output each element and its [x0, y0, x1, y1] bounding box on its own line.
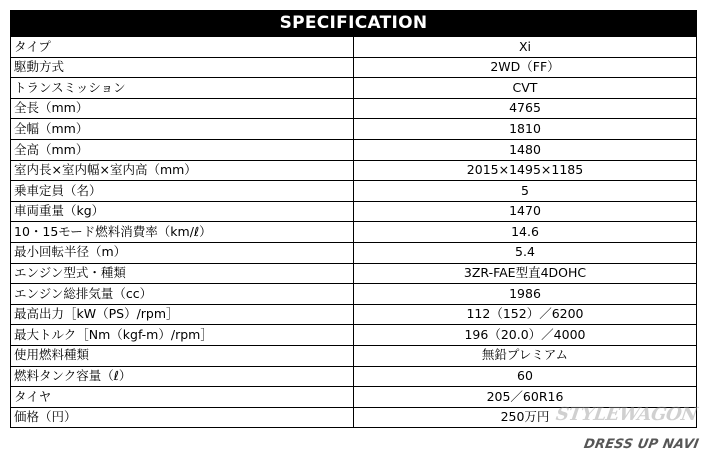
- spec-value: 14.6: [354, 222, 697, 243]
- spec-row: [11, 366, 697, 387]
- spec-label: 全幅（mm）: [11, 119, 354, 140]
- spec-label: タイヤ: [11, 387, 354, 408]
- watermark-logo: [554, 402, 701, 454]
- spec-row: [11, 263, 697, 284]
- spec-label: 10・15モード燃料消費率（km/ℓ）: [11, 222, 354, 243]
- spec-row: [11, 57, 697, 78]
- spec-label: 全長（mm）: [11, 98, 354, 119]
- spec-value: 250万円: [354, 407, 697, 428]
- spec-label: タイプ: [11, 37, 354, 58]
- spec-label: トランスミッション: [11, 78, 354, 99]
- spec-value: 無鉛プレミアム: [354, 345, 697, 366]
- spec-value: 4765: [354, 98, 697, 119]
- spec-row: [11, 242, 697, 263]
- spec-row: [11, 345, 697, 366]
- spec-label: 燃料タンク容量（ℓ）: [11, 366, 354, 387]
- spec-row: [11, 119, 697, 140]
- spec-header-row: [11, 11, 697, 37]
- spec-label: 室内長×室内幅×室内高（mm）: [11, 160, 354, 181]
- spec-row: [11, 160, 697, 181]
- spec-label: 最小回転半径（m）: [11, 242, 354, 263]
- spec-value: 2WD（FF）: [354, 57, 697, 78]
- spec-value: 112（152）／6200: [354, 304, 697, 325]
- watermark-dressup-navi: DRESS UP NAVI: [583, 437, 701, 452]
- spec-label: 最大トルク［Nm（kgf-m）/rpm］: [11, 325, 354, 346]
- spec-body: [11, 37, 697, 428]
- spec-title: SPECIFICATION: [11, 11, 697, 37]
- spec-row: [11, 181, 697, 202]
- spec-label: 最高出力［kW（PS）/rpm］: [11, 304, 354, 325]
- spec-value: 60: [354, 366, 697, 387]
- spec-label: 価格（円）: [11, 407, 354, 428]
- spec-row: [11, 78, 697, 99]
- spec-row: [11, 222, 697, 243]
- spec-value: 1810: [354, 119, 697, 140]
- spec-label: 駆動方式: [11, 57, 354, 78]
- spec-row: [11, 304, 697, 325]
- spec-label: エンジン総排気量（cc）: [11, 284, 354, 305]
- spec-table: [10, 10, 697, 428]
- spec-row: [11, 325, 697, 346]
- spec-value: 1986: [354, 284, 697, 305]
- spec-row: [11, 37, 697, 58]
- spec-label: 使用燃料種類: [11, 345, 354, 366]
- spec-value: 3ZR-FAE型直4DOHC: [354, 263, 697, 284]
- spec-value: CVT: [354, 78, 697, 99]
- spec-value: 5: [354, 181, 697, 202]
- spec-value: Xi: [354, 37, 697, 58]
- spec-label: 乗車定員（名）: [11, 181, 354, 202]
- spec-value: 5.4: [354, 242, 697, 263]
- spec-value: 2015×1495×1185: [354, 160, 697, 181]
- spec-value: 205／60R16: [354, 387, 697, 408]
- spec-label: エンジン型式・種類: [11, 263, 354, 284]
- spec-row: [11, 201, 697, 222]
- watermark-stylewagon: STYLEWAGON: [554, 404, 699, 425]
- spec-row: [11, 139, 697, 160]
- spec-value: 1480: [354, 139, 697, 160]
- spec-label: 全高（mm）: [11, 139, 354, 160]
- spec-row: [11, 98, 697, 119]
- spec-value: 196（20.0）／4000: [354, 325, 697, 346]
- spec-row: [11, 284, 697, 305]
- spec-label: 車両重量（kg）: [11, 201, 354, 222]
- spec-value: 1470: [354, 201, 697, 222]
